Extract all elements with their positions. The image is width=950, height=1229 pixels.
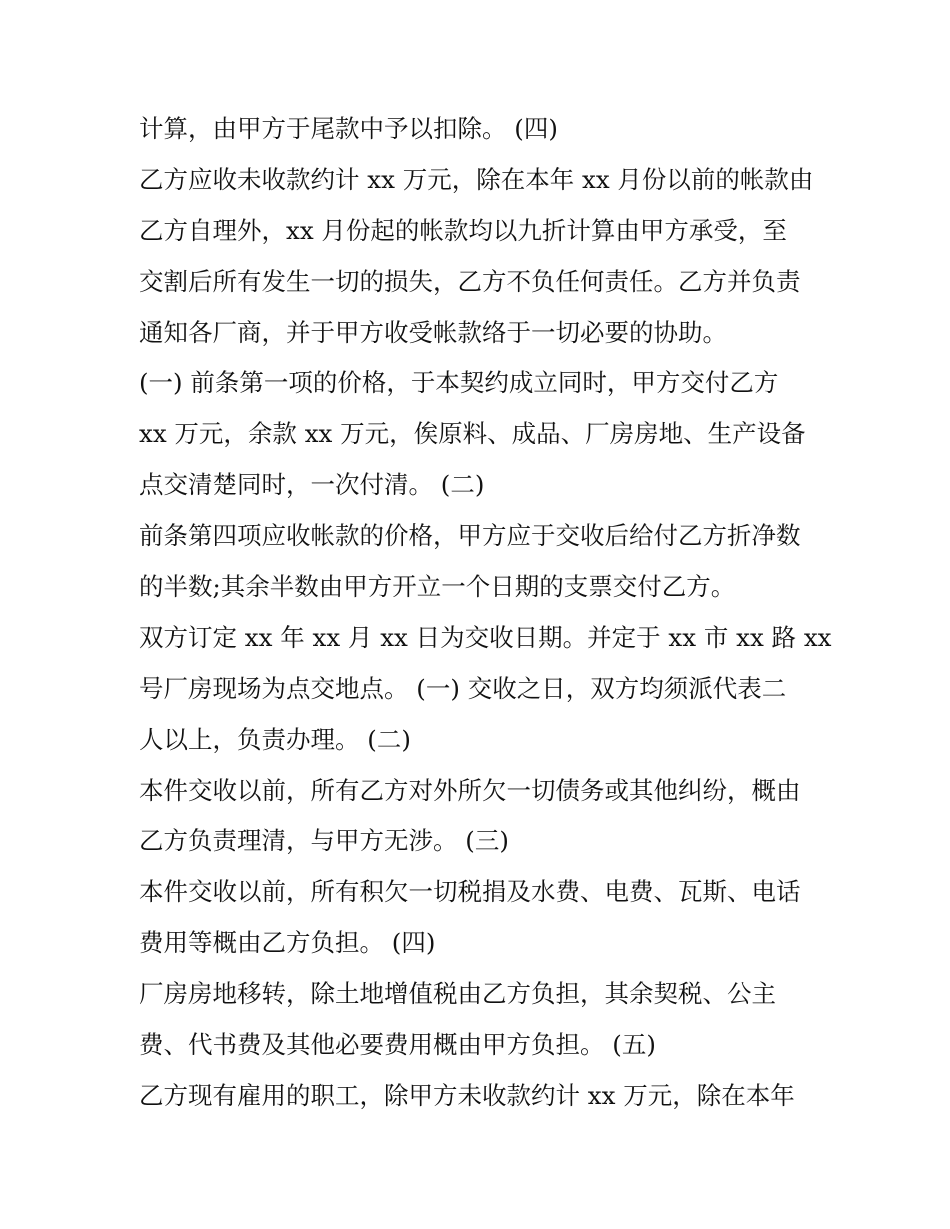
text-line-4: 交割后所有发生一切的损失，乙方不负任何责任。乙方并负责: [139, 266, 801, 296]
text-line-20: 乙方现有雇用的职工，除甲方未收款约计 xx 万元，除在本年: [139, 1080, 795, 1110]
document-body: [139, 104, 839, 1122]
text-line-12: 号厂房现场为点交地点。 (一) 交收之日，双方均须派代表二: [139, 673, 787, 703]
text-line-15: 乙方负责理清，与甲方无涉。 (三): [139, 826, 509, 856]
text-line-17: 费用等概由乙方负担。 (四): [139, 928, 436, 958]
text-line-13: 人以上，负责办理。 (二): [139, 724, 411, 754]
text-line-16: 本件交收以前，所有积欠一切税捐及水费、电费、瓦斯、电话: [139, 877, 801, 907]
text-line-11: 双方订定 xx 年 xx 月 xx 日为交收日期。并定于 xx 市 xx 路 xx: [139, 622, 832, 652]
text-line-9: 前条第四项应收帐款的价格，甲方应于交收后给付乙方折净数: [139, 521, 801, 551]
text-line-1: 计算，由甲方于尾款中予以扣除。 (四): [139, 114, 558, 143]
text-line-10: 的半数;其余半数由甲方开立一个日期的支票交付乙方。: [139, 572, 736, 602]
text-line-2: 乙方应收未收款约计 xx 万元，除在本年 xx 月份以前的帐款由: [139, 164, 814, 194]
text-line-5: 通知各厂商，并于甲方收受帐款络于一切必要的协助。: [139, 317, 727, 347]
text-line-6: (一) 前条第一项的价格，于本契约成立同时，甲方交付乙方: [139, 368, 779, 398]
text-line-3: 乙方自理外，xx 月份起的帐款均以九折计算由甲方承受，至: [139, 215, 787, 245]
text-line-8: 点交清楚同时，一次付清。 (二): [139, 470, 485, 500]
text-line-14: 本件交收以前，所有乙方对外所欠一切债务或其他纠纷，概由: [139, 775, 801, 805]
text-line-7: xx 万元，余款 xx 万元，俟原料、成品、厂房房地、生产设备: [139, 419, 806, 449]
text-line-19: 费、代书费及其他必要费用概由甲方负担。 (五): [139, 1030, 656, 1060]
text-line-18: 厂房房地移转，除土地增值税由乙方负担，其余契税、公主: [139, 979, 776, 1009]
